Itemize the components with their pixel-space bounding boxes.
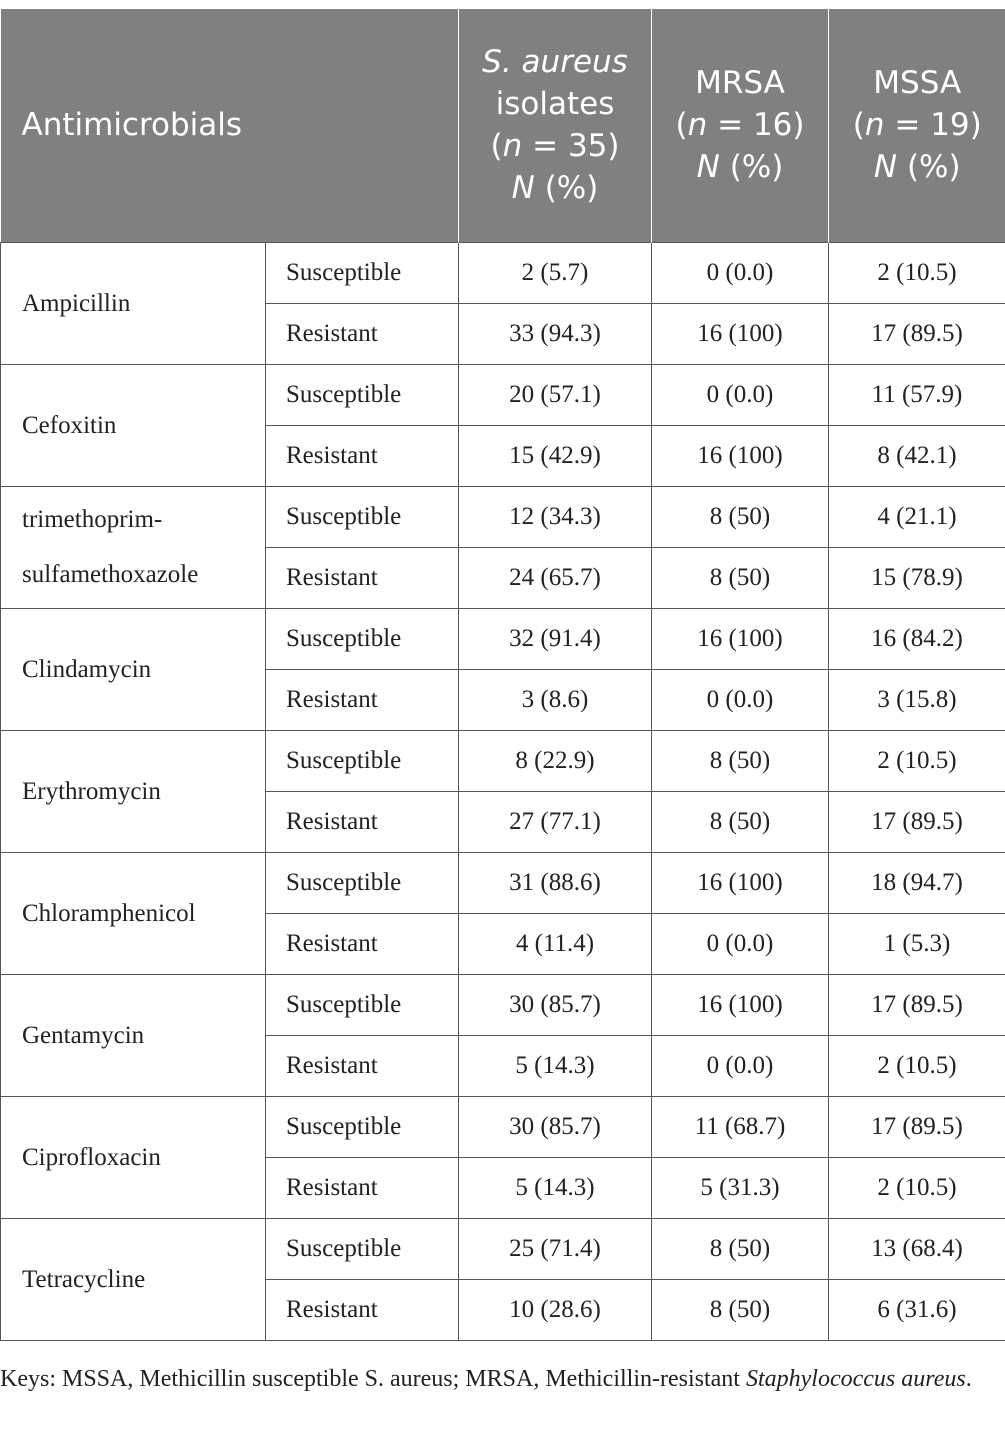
antimicrobial-name: Chloramphenicol [1, 852, 266, 974]
mrsa-resistant-value: 16 (100) [652, 425, 829, 486]
s-aureus-resistant-value: 5 (14.3) [459, 1157, 652, 1218]
susceptible-label: Susceptible [266, 1096, 459, 1157]
mssa-susceptible-value: 11 (57.9) [829, 364, 1005, 425]
mssa-susceptible-value: 2 (10.5) [829, 242, 1005, 303]
antimicrobial-name: Ampicillin [1, 242, 266, 364]
mrsa-resistant-value: 5 (31.3) [652, 1157, 829, 1218]
table-row [1, 242, 1005, 303]
mrsa-susceptible-value: 16 (100) [652, 974, 829, 1035]
s-aureus-susceptible-value: 8 (22.9) [459, 730, 652, 791]
mssa-resistant-value: 17 (89.5) [829, 303, 1005, 364]
header-mssa: MSSA (n = 19) N (%) [829, 9, 1005, 242]
mrsa-susceptible-value: 8 (50) [652, 730, 829, 791]
mssa-susceptible-value: 2 (10.5) [829, 730, 1005, 791]
mrsa-resistant-value: 0 (0.0) [652, 669, 829, 730]
s-aureus-resistant-value: 3 (8.6) [459, 669, 652, 730]
table-row [1, 1218, 1005, 1279]
mrsa-resistant-value: 16 (100) [652, 303, 829, 364]
susceptible-label: Susceptible [266, 974, 459, 1035]
table-footnote: Keys: MSSA, Methicillin susceptible S. aureus; MRSA, Methicillin-resistant Staphylococcus aureus. [0, 1366, 972, 1392]
table-row [1, 730, 1005, 791]
mssa-resistant-value: 1 (5.3) [829, 913, 1005, 974]
table-row [1, 852, 1005, 913]
resistant-label: Resistant [266, 1035, 459, 1096]
susceptible-label: Susceptible [266, 1218, 459, 1279]
mssa-resistant-value: 17 (89.5) [829, 791, 1005, 852]
mssa-susceptible-value: 17 (89.5) [829, 974, 1005, 1035]
resistant-label: Resistant [266, 791, 459, 852]
s-aureus-resistant-value: 5 (14.3) [459, 1035, 652, 1096]
header-row [1, 9, 1005, 242]
mssa-resistant-value: 2 (10.5) [829, 1157, 1005, 1218]
table-row [1, 364, 1005, 425]
mssa-susceptible-value: 13 (68.4) [829, 1218, 1005, 1279]
mssa-susceptible-value: 18 (94.7) [829, 852, 1005, 913]
s-aureus-susceptible-value: 2 (5.7) [459, 242, 652, 303]
table-row [1, 974, 1005, 1035]
header-antimicrobials: Antimicrobials [1, 9, 459, 242]
susceptible-label: Susceptible [266, 730, 459, 791]
antimicrobial-name: Cefoxitin [1, 364, 266, 486]
s-aureus-resistant-value: 4 (11.4) [459, 913, 652, 974]
s-aureus-susceptible-value: 32 (91.4) [459, 608, 652, 669]
susceptible-label: Susceptible [266, 364, 459, 425]
mrsa-susceptible-value: 8 (50) [652, 486, 829, 547]
s-aureus-susceptible-value: 25 (71.4) [459, 1218, 652, 1279]
s-aureus-susceptible-value: 30 (85.7) [459, 974, 652, 1035]
resistant-label: Resistant [266, 669, 459, 730]
table-header [1, 9, 1005, 242]
table-row [1, 486, 1005, 547]
antimicrobial-name: trimethoprim-sulfamethoxazole [1, 486, 266, 608]
s-aureus-susceptible-value: 20 (57.1) [459, 364, 652, 425]
s-aureus-resistant-value: 24 (65.7) [459, 547, 652, 608]
mssa-resistant-value: 8 (42.1) [829, 425, 1005, 486]
resistant-label: Resistant [266, 913, 459, 974]
header-mrsa: MRSA (n = 16) N (%) [652, 9, 829, 242]
mssa-resistant-value: 3 (15.8) [829, 669, 1005, 730]
mrsa-susceptible-value: 0 (0.0) [652, 364, 829, 425]
mssa-resistant-value: 15 (78.9) [829, 547, 1005, 608]
susceptible-label: Susceptible [266, 608, 459, 669]
mrsa-resistant-value: 0 (0.0) [652, 1035, 829, 1096]
mssa-susceptible-value: 16 (84.2) [829, 608, 1005, 669]
mrsa-resistant-value: 0 (0.0) [652, 913, 829, 974]
s-aureus-resistant-value: 33 (94.3) [459, 303, 652, 364]
resistant-label: Resistant [266, 547, 459, 608]
antimicrobial-name: Ciprofloxacin [1, 1096, 266, 1218]
mrsa-susceptible-value: 0 (0.0) [652, 242, 829, 303]
antimicrobial-name: Erythromycin [1, 730, 266, 852]
mrsa-susceptible-value: 16 (100) [652, 852, 829, 913]
antimicrobial-name: Gentamycin [1, 974, 266, 1096]
mssa-resistant-value: 2 (10.5) [829, 1035, 1005, 1096]
susceptible-label: Susceptible [266, 852, 459, 913]
s-aureus-susceptible-value: 30 (85.7) [459, 1096, 652, 1157]
resistant-label: Resistant [266, 425, 459, 486]
header-species-name: S. aureus [482, 44, 628, 81]
mrsa-resistant-value: 8 (50) [652, 791, 829, 852]
antimicrobial-susceptibility-table [0, 9, 1005, 1341]
s-aureus-susceptible-value: 12 (34.3) [459, 486, 652, 547]
header-s-aureus-isolates: S. aureus isolates (n = 35) N (%) [459, 9, 652, 242]
mrsa-susceptible-value: 8 (50) [652, 1218, 829, 1279]
resistant-label: Resistant [266, 303, 459, 364]
susceptible-label: Susceptible [266, 486, 459, 547]
s-aureus-resistant-value: 27 (77.1) [459, 791, 652, 852]
resistant-label: Resistant [266, 1157, 459, 1218]
antimicrobial-name: Clindamycin [1, 608, 266, 730]
mssa-resistant-value: 6 (31.6) [829, 1279, 1005, 1340]
mssa-susceptible-value: 17 (89.5) [829, 1096, 1005, 1157]
s-aureus-resistant-value: 10 (28.6) [459, 1279, 652, 1340]
table-row [1, 1096, 1005, 1157]
susceptible-label: Susceptible [266, 242, 459, 303]
table-row [1, 608, 1005, 669]
mrsa-resistant-value: 8 (50) [652, 547, 829, 608]
s-aureus-resistant-value: 15 (42.9) [459, 425, 652, 486]
table-body [1, 242, 1005, 1340]
mrsa-susceptible-value: 16 (100) [652, 608, 829, 669]
mrsa-susceptible-value: 11 (68.7) [652, 1096, 829, 1157]
resistant-label: Resistant [266, 1279, 459, 1340]
mssa-susceptible-value: 4 (21.1) [829, 486, 1005, 547]
mrsa-resistant-value: 8 (50) [652, 1279, 829, 1340]
antimicrobial-name: Tetracycline [1, 1218, 266, 1340]
s-aureus-susceptible-value: 31 (88.6) [459, 852, 652, 913]
